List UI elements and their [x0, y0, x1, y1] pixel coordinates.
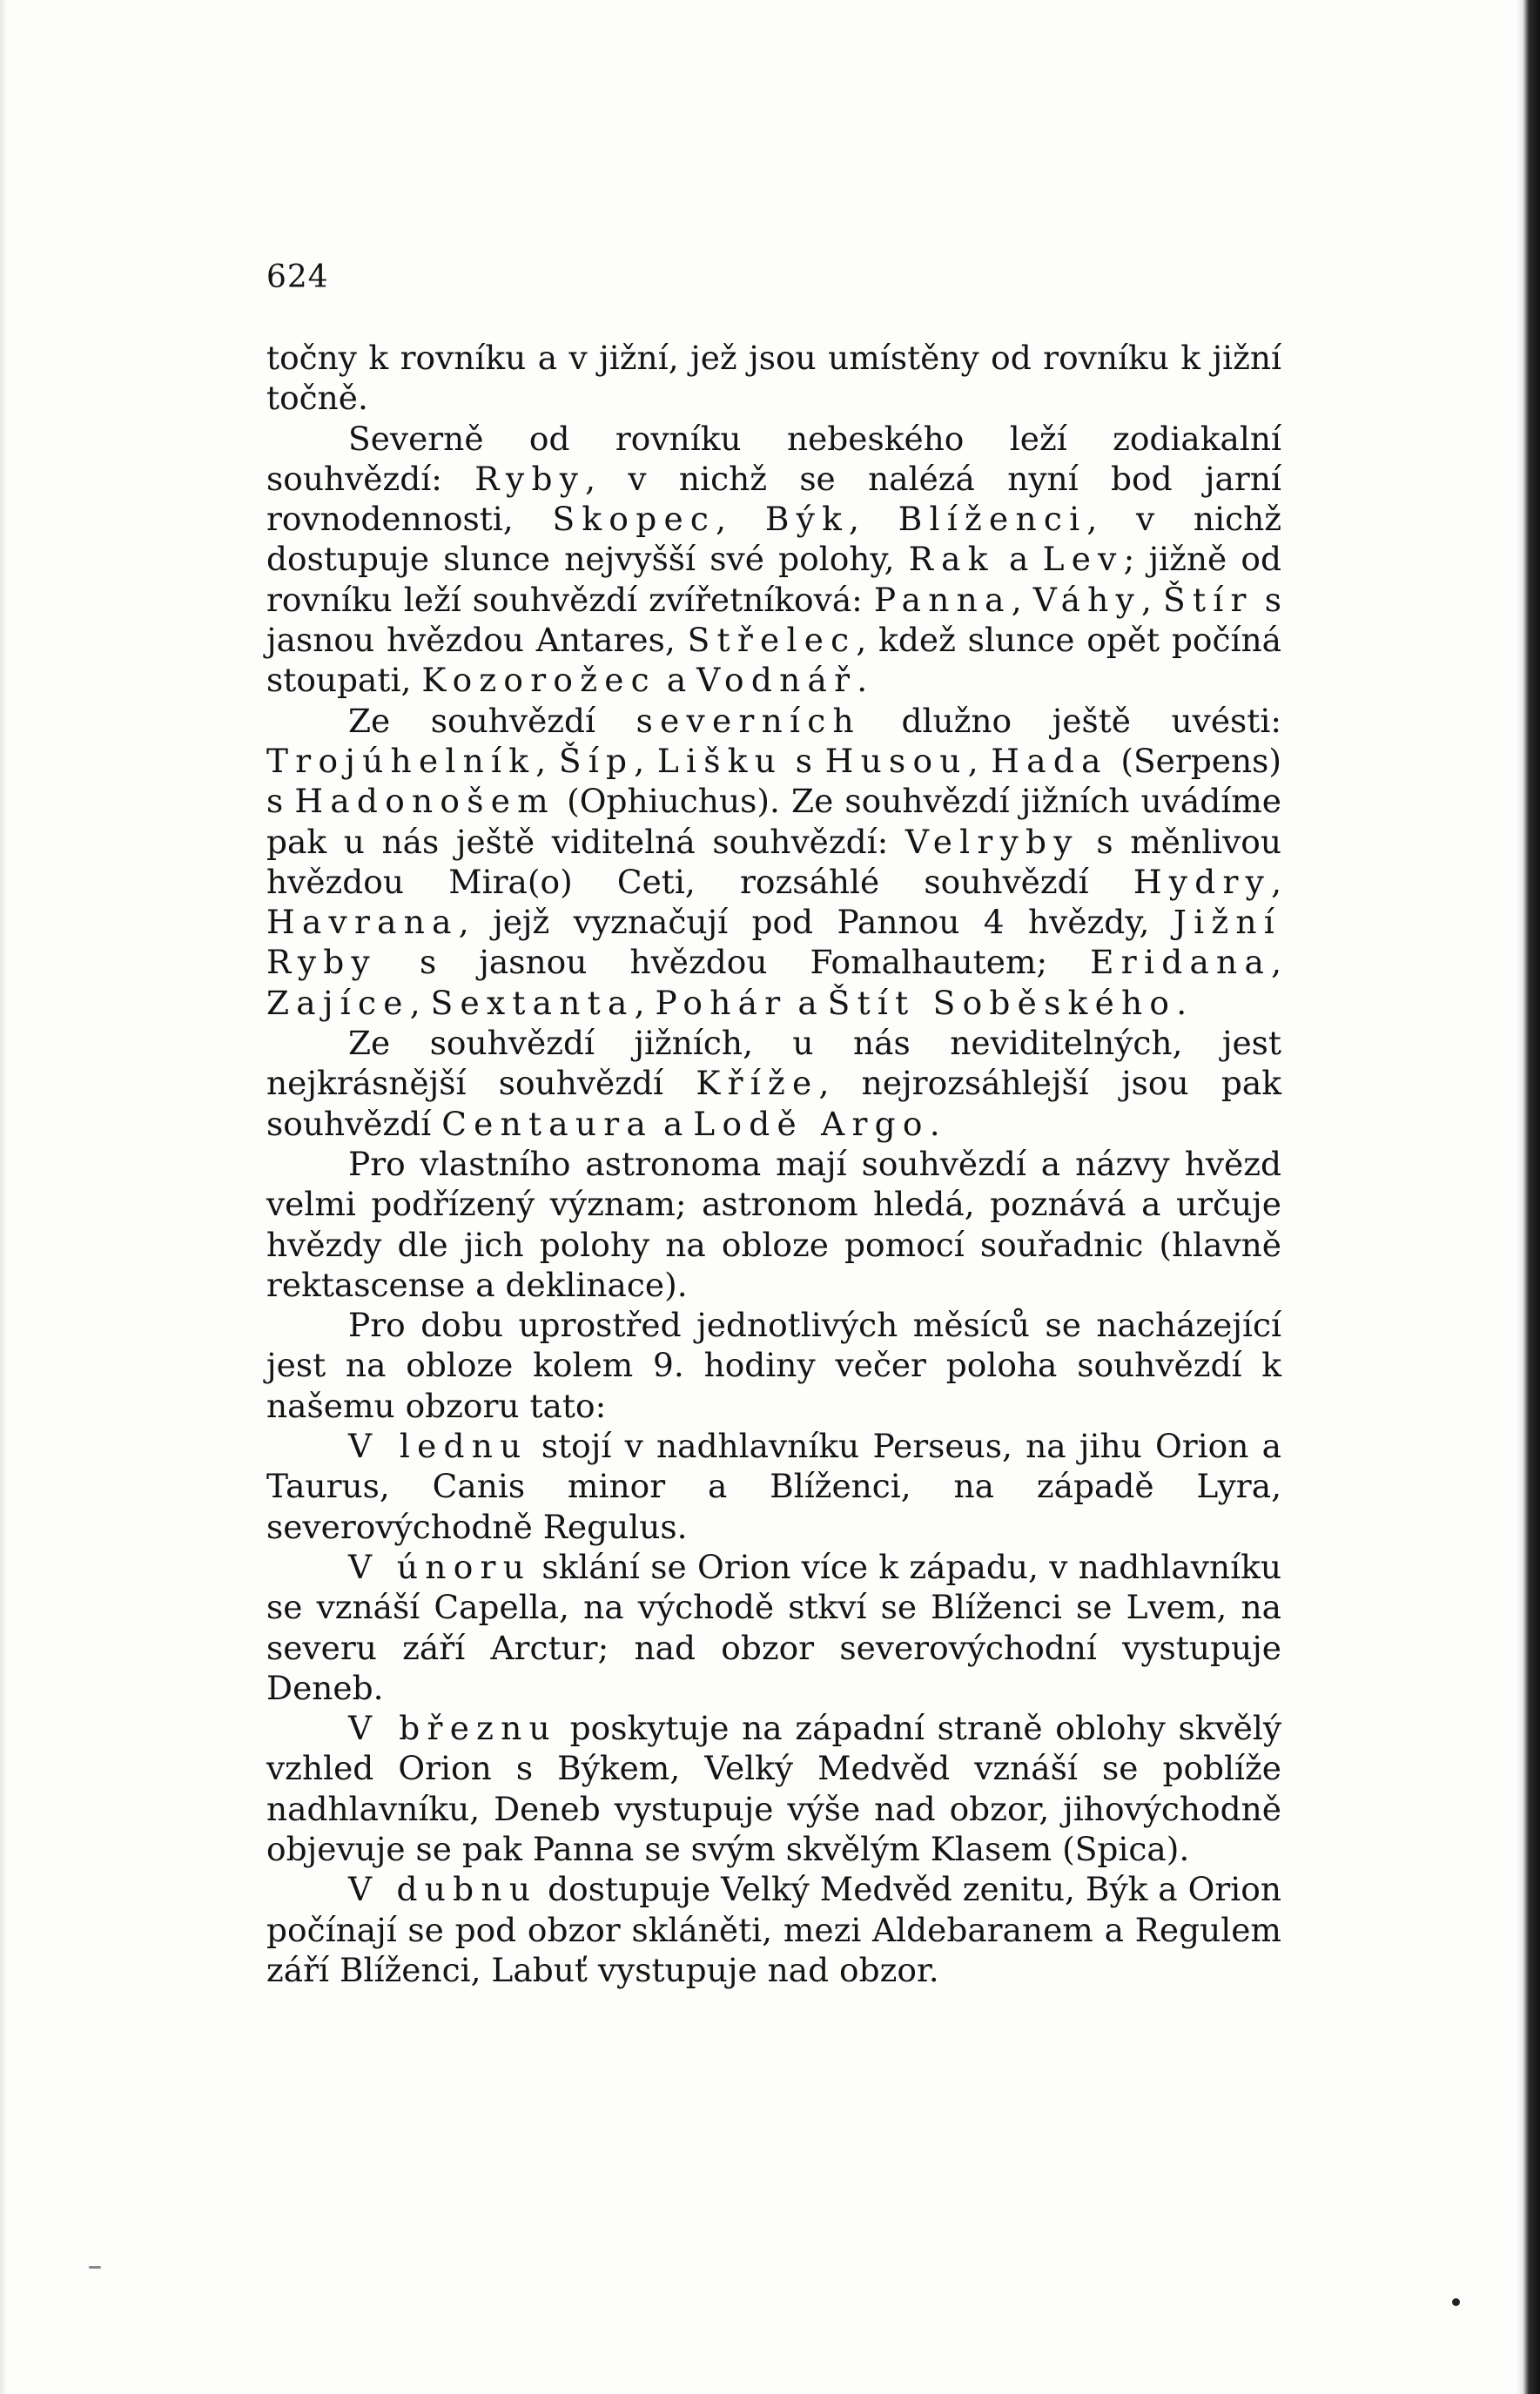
text-run: s měnlivou hvězdou Mira(o) Ceti, rozsáhlé souhvězdí — [266, 822, 1282, 901]
emphasized-term: Panna — [873, 580, 1012, 619]
emphasized-term: Rak — [908, 540, 995, 579]
scan-right-edge — [1516, 0, 1540, 2394]
text-run: sklání se Orion více k západu, v nadhlavníku se vznáší Capella, na východě stkví se Blíženci se Lvem, na severu září Arctur; nad obzor severovýchodní vystupuje Deneb. — [266, 1547, 1281, 1707]
text-run: Ze souhvězdí — [348, 701, 636, 740]
emphasized-term: Centaura — [441, 1104, 654, 1143]
paragraph — [266, 1869, 1281, 1990]
emphasized-term: Havrana — [266, 903, 459, 942]
text-run: , — [1271, 862, 1281, 901]
text-run: dlužno ještě uvésti: — [860, 701, 1281, 740]
text-run: , v nichž dostupuje slunce nejvyšší své polohy, — [266, 500, 1281, 579]
text-run: stojí v nadhlavníku Perseus, na jihu Orion a Taurus, Canis minor a Blíženci, na západě Lyra, severovýchodně Regulus. — [266, 1427, 1281, 1546]
emphasized-term: Jižní Ryby — [266, 903, 1281, 982]
text-run: a — [653, 1104, 694, 1143]
text-run: (Serpens) s — [266, 741, 1282, 821]
emphasized-term: Lev — [1042, 540, 1124, 579]
text-run: , — [634, 983, 656, 1022]
emphasized-term: Hydry — [1133, 862, 1272, 901]
text-run: dostupuje Velký Medvěd zenitu, Býk a Orion počínají se pod obzor skláněti, mezi Aldebaranem a Regulem září Blíženci, Labuť vystupuje nad obzor. — [266, 1870, 1281, 1989]
scan-left-edge — [0, 0, 7, 2394]
paragraph — [266, 338, 1281, 419]
paragraph — [266, 1426, 1281, 1547]
text-run: a — [787, 983, 828, 1022]
emphasized-term: Trojúhelník — [266, 741, 536, 780]
emphasized-term: Kříže — [696, 1064, 819, 1103]
emphasized-term: Husou — [824, 741, 968, 780]
text-run: ; jižně od rovníku leží souhvězdí zvířetníková: — [266, 540, 1281, 619]
text-run: , v nichž se nalézá nyní bod jarní rovnodennosti, — [266, 459, 1281, 539]
paragraph — [266, 1708, 1281, 1869]
emphasized-term: Zajíce — [266, 983, 410, 1022]
emphasized-term: V únoru — [348, 1547, 532, 1586]
emphasized-term: V březnu — [348, 1709, 557, 1748]
emphasized-term: Lišku — [656, 741, 783, 780]
text-run: . — [1176, 983, 1187, 1022]
emphasized-term: Střelec — [687, 621, 857, 660]
text-run: Severně od rovníku nebeského leží zodiakalní souhvězdí: — [266, 419, 1281, 498]
text-run: s jasnou hvězdou Fomalhautem; — [376, 943, 1091, 982]
text-run: s jasnou hvězdou Antares, — [266, 580, 1282, 660]
emphasized-term: Štír — [1163, 580, 1254, 619]
emphasized-term: Štít Soběského — [827, 983, 1177, 1022]
text-run: , — [716, 500, 765, 539]
emphasized-term: V dubnu — [348, 1870, 538, 1909]
emphasized-term: Eridana — [1090, 943, 1272, 982]
text-run: , nejrozsáhlejší jsou pak souhvězdí — [266, 1064, 1282, 1143]
paragraph — [266, 1144, 1281, 1305]
text-run: . — [929, 1104, 940, 1143]
emphasized-term: Sextanta — [430, 983, 635, 1022]
scan-speck — [1452, 2298, 1460, 2306]
paragraph — [266, 1023, 1281, 1144]
text-run: Pro vlastního astronoma mají souhvězdí a názvy hvězd velmi podřízený význam; astronom hledá, poznává a určuje hvězdy dle jich polohy na obloze pomocí souřadnic (hlavně rektascense a deklinace). — [266, 1144, 1281, 1304]
text-run: , — [849, 500, 898, 539]
emphasized-term: Hada — [991, 741, 1108, 780]
emphasized-term: Velryby — [904, 822, 1079, 861]
paragraph — [266, 1305, 1281, 1426]
scan-speck — [89, 2266, 101, 2269]
text-run: , — [535, 741, 559, 780]
emphasized-term: Lodě Argo — [693, 1104, 930, 1143]
text-run: s — [783, 741, 825, 780]
emphasized-term: severních — [636, 701, 861, 740]
emphasized-term: V lednu — [348, 1427, 528, 1466]
text-run: , — [409, 983, 431, 1022]
paragraph — [266, 1547, 1281, 1708]
page-number: 624 — [266, 259, 329, 295]
text-run: , jejž vyznačují pod Pannou 4 hvězdy, — [458, 903, 1173, 942]
text-run: , — [1141, 580, 1164, 619]
emphasized-term: Blíženci — [898, 500, 1087, 539]
emphasized-term: Hadonošem — [294, 782, 555, 821]
text-run: Pro dobu uprostřed jednotlivých měsíců se nacházející jest na obloze kolem 9. hodiny večer poloha souhvězdí k našemu obzoru tato: — [266, 1306, 1281, 1425]
emphasized-term: Kozorožec — [421, 661, 656, 700]
text-run: , — [634, 741, 657, 780]
text-run: (Ophiuchus). Ze souhvězdí jižních uvádíme pak u nás ještě viditelná souhvězdí: — [266, 782, 1281, 861]
emphasized-term: Býk — [764, 500, 850, 539]
text-run: , — [1271, 943, 1281, 982]
body-text — [266, 338, 1281, 1990]
emphasized-term: Šíp — [558, 741, 635, 780]
text-run: , — [1011, 580, 1033, 619]
paragraph — [266, 419, 1281, 701]
text-run: a — [994, 540, 1043, 579]
text-run: a — [656, 661, 697, 700]
text-run: poskytuje na západní straně oblohy skvělý vzhled Orion s Býkem, Velký Medvěd vznáší se poblíže nadhlavníku, Deneb vystupuje výše nad obzor, jihovýchodně objevuje se pak Panna se svým skvělým Klasem (Spica). — [266, 1709, 1282, 1868]
emphasized-term: Vodnář — [696, 661, 857, 700]
text-run: Ze souhvězdí jižních, u nás neviditelných, jest nejkrásnější souhvězdí — [266, 1024, 1281, 1103]
text-run: točny k rovníku a v jižní, jež jsou umístěny od rovníku k jižní točně. — [266, 339, 1281, 418]
emphasized-term: Skopec — [552, 500, 716, 539]
paragraph — [266, 701, 1281, 1023]
emphasized-term: Pohár — [655, 983, 788, 1022]
emphasized-term: Ryby — [474, 459, 586, 498]
emphasized-term: Váhy — [1032, 580, 1142, 619]
text-run: . — [857, 661, 868, 700]
text-run: , kdež slunce opět počíná stoupati, — [266, 621, 1281, 700]
text-run: , — [967, 741, 992, 780]
